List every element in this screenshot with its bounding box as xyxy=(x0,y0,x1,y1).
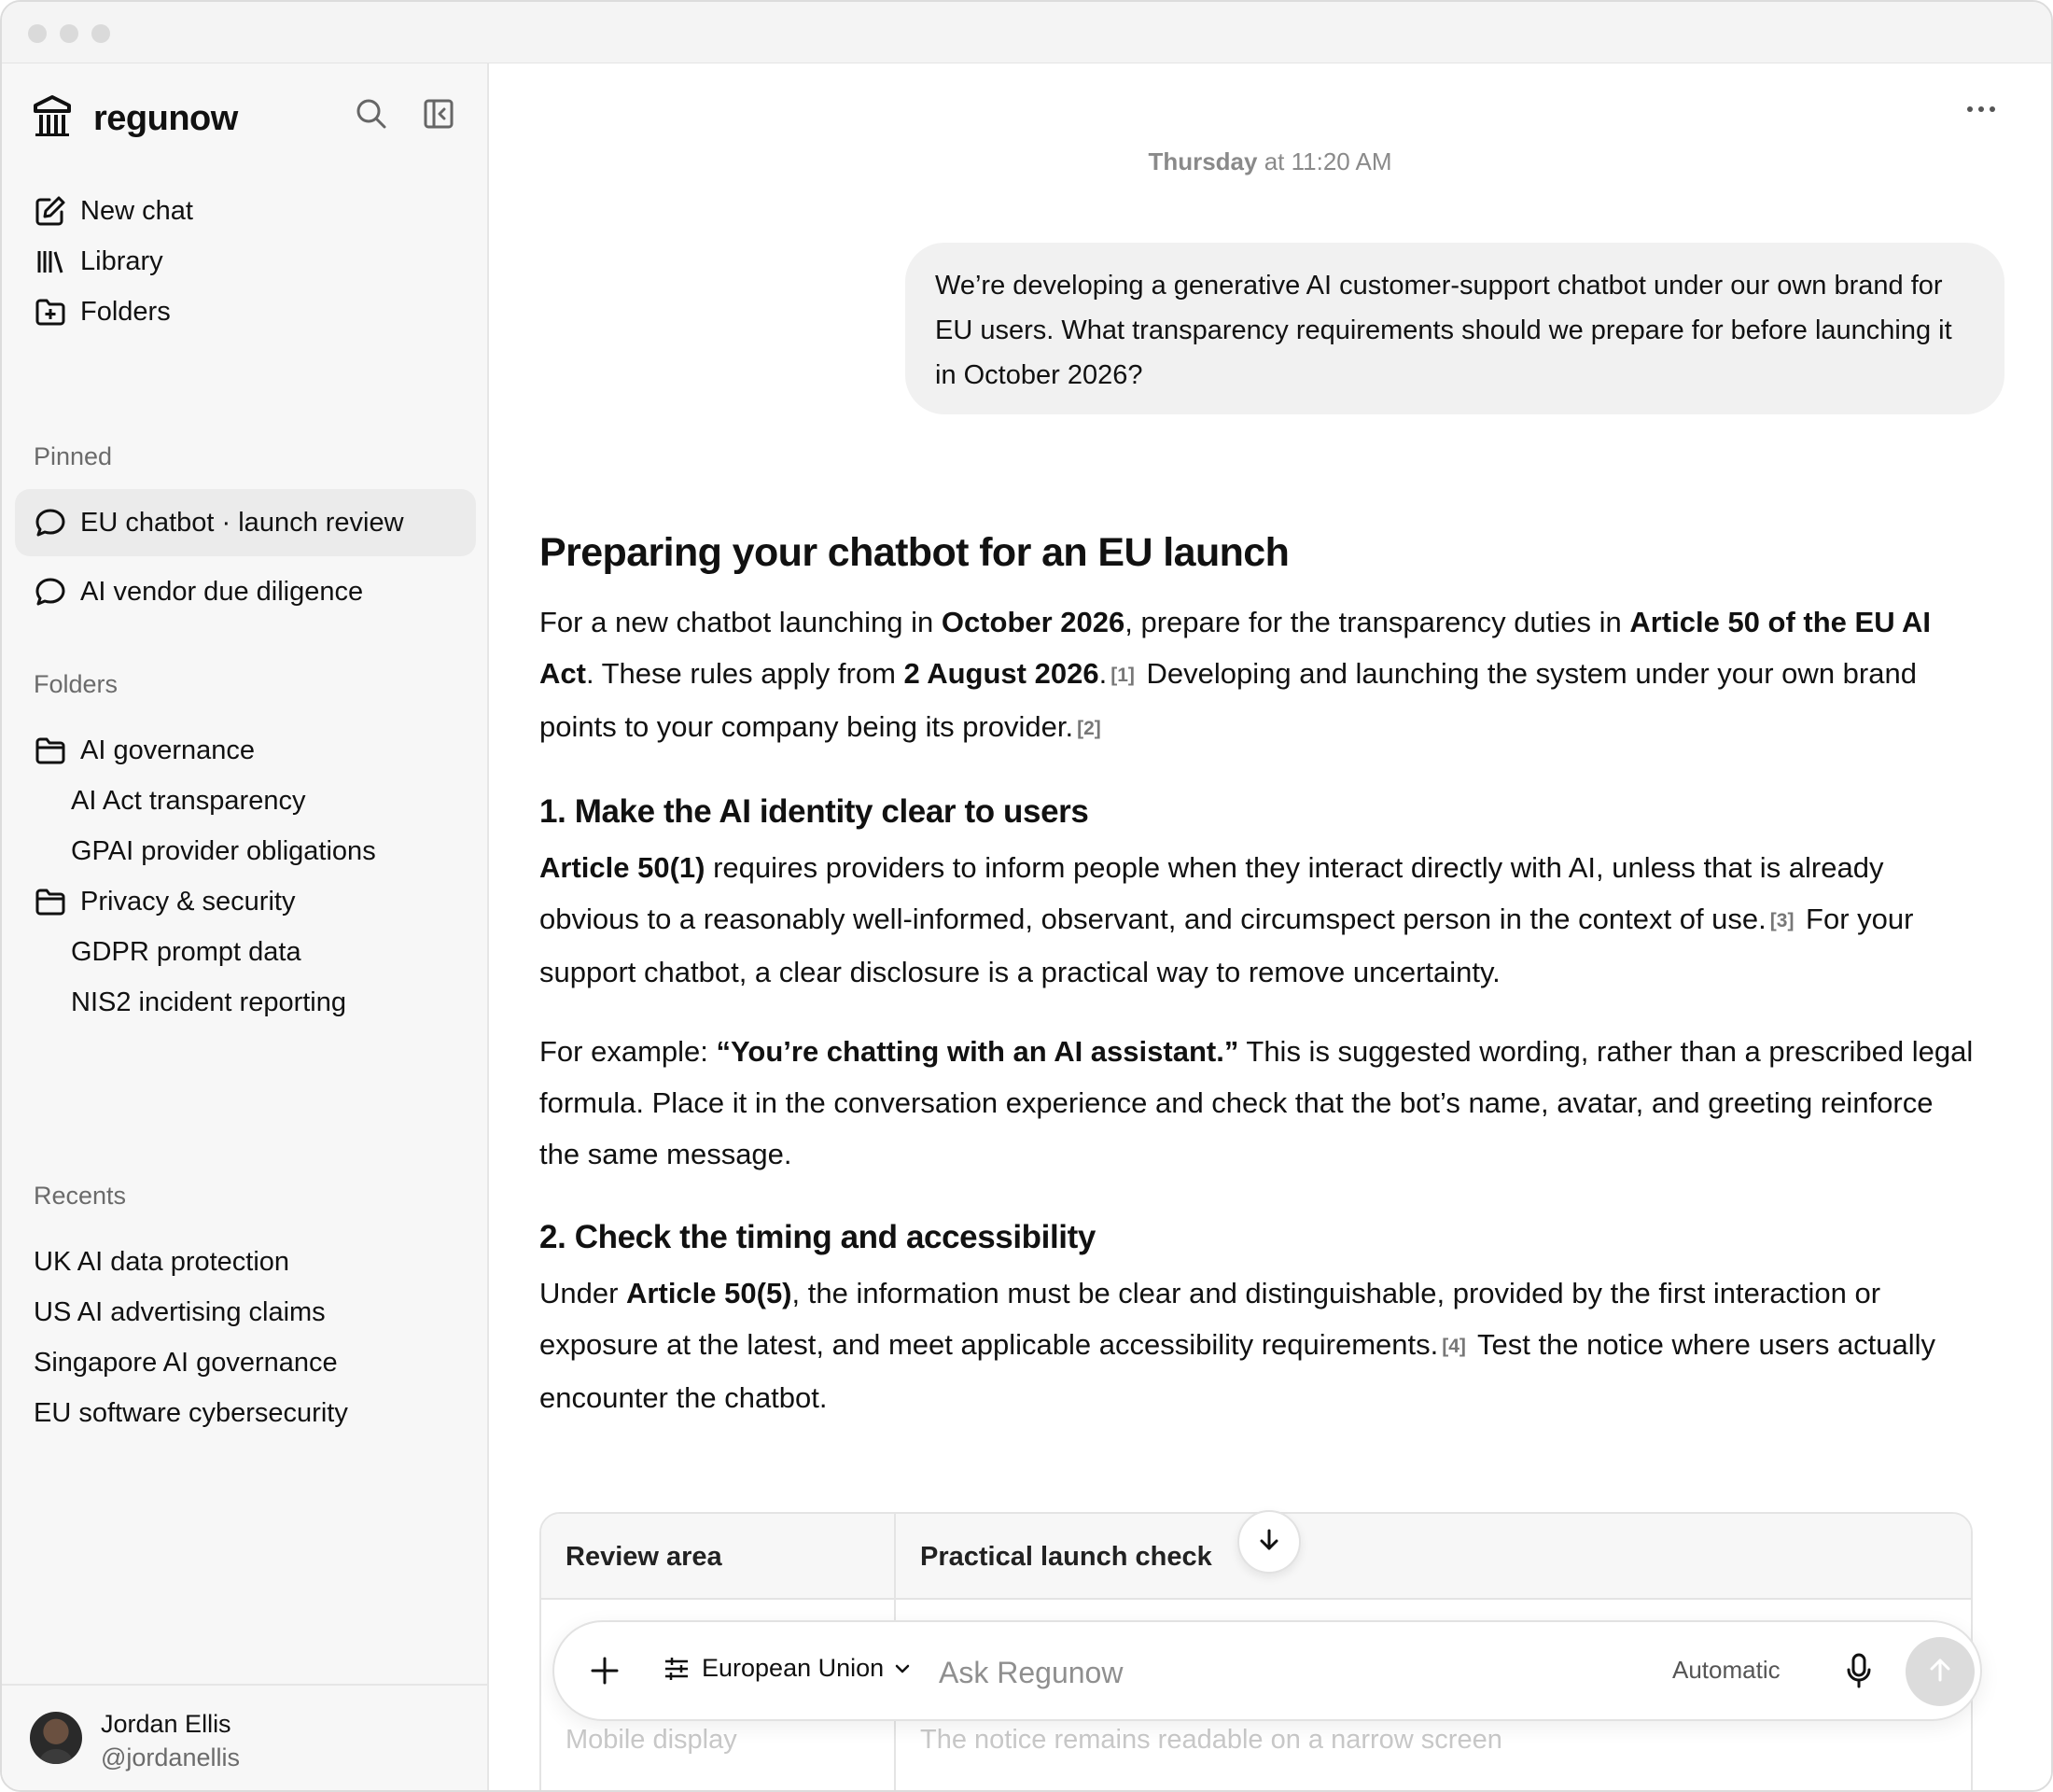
chevron-down-icon xyxy=(893,1662,912,1675)
table-header-cell: Practical launch check xyxy=(920,1542,1212,1572)
search-icon xyxy=(356,98,387,134)
brand[interactable] xyxy=(32,86,238,151)
plus-icon xyxy=(590,1656,620,1690)
answer-title: Preparing your chatbot for an EU launch xyxy=(539,530,1290,575)
nav-label: Library xyxy=(80,245,163,276)
model-mode-selector[interactable]: Automatic xyxy=(1672,1656,1781,1684)
table-header-cell: Review area xyxy=(566,1542,722,1572)
section-paragraph: Article 50(1) requires providers to inform people when they interact directly with AI, unless that is already obvious to a reasonably well-informed, observant, and circumspect person in the context of use. [3] For your support chatbot, a clear disclosure is a practical way to remove uncertainty. xyxy=(539,851,1914,988)
section-paragraph: Under Article 50(5), the information must be clear and distinguishable, provided by the first interaction or exposure at the latest, and meet applicable accessibility requirements. [4] Test the notice where users actually encounter the chatbot. xyxy=(539,1277,1936,1414)
section-heading: 1. Make the AI identity clear to users xyxy=(539,793,1089,830)
jurisdiction-selector[interactable] xyxy=(663,1654,912,1683)
arrow-up-icon xyxy=(1926,1656,1954,1688)
voice-input-button[interactable] xyxy=(1837,1648,1881,1697)
recent-item[interactable] xyxy=(15,1379,476,1447)
pinned-item[interactable] xyxy=(15,489,476,556)
nav-label: New chat xyxy=(80,195,193,226)
section-heading: 2. Check the timing and accessibility xyxy=(539,1219,1096,1255)
folder-child-label: AI Act transparency xyxy=(71,785,306,816)
citation-link[interactable]: [3] xyxy=(1769,910,1795,931)
message-composer xyxy=(552,1620,1982,1721)
recent-label: US AI advertising claims xyxy=(34,1296,326,1327)
folder-child-label: NIS2 incident reporting xyxy=(71,987,346,1017)
citation-link[interactable]: [1] xyxy=(1110,665,1135,686)
pinned-item[interactable] xyxy=(15,558,476,625)
user-handle: @jordanellis xyxy=(101,1743,240,1771)
pinned-item-label: EU chatbot · launch review xyxy=(80,507,404,538)
assistant-answer xyxy=(539,530,1976,1423)
chat-bubble-icon xyxy=(34,575,67,609)
table-cell: Mobile display xyxy=(566,1725,737,1755)
timestamp-day: Thursday xyxy=(1148,147,1258,175)
citation-link[interactable]: [2] xyxy=(1077,718,1101,739)
more-options-button[interactable] xyxy=(1958,91,2004,129)
timestamp-time: at 11:20 AM xyxy=(1257,147,1392,175)
pinned-heading: Pinned xyxy=(34,442,113,470)
sliders-icon xyxy=(663,1655,691,1683)
brand-name: regunow xyxy=(93,98,238,138)
message-timestamp xyxy=(489,147,2051,176)
recent-label: EU software cybersecurity xyxy=(34,1397,348,1428)
citation-link[interactable]: [4] xyxy=(1442,1336,1466,1357)
section-paragraph: For example: “You’re chatting with an AI assistant.” This is suggested wording, rather than a prescribed legal formula. Place it in the conversation experience and check that the bot’s name, avatar, and greeting reinforce the same message. xyxy=(539,1035,1974,1170)
recent-label: Singapore AI governance xyxy=(34,1347,338,1378)
folder-icon xyxy=(34,734,67,767)
sidebar xyxy=(2,63,489,1790)
folder-child-item[interactable] xyxy=(15,969,476,1036)
search-button[interactable] xyxy=(351,95,392,136)
user-profile[interactable] xyxy=(2,1684,487,1790)
chat-bubble-icon xyxy=(34,506,67,539)
jurisdiction-label: European Union xyxy=(702,1654,885,1682)
collapse-sidebar-button[interactable] xyxy=(418,95,459,136)
ellipsis-icon xyxy=(1965,102,1997,119)
sidebar-collapse-icon xyxy=(423,98,454,134)
arrow-down-icon xyxy=(1256,1527,1282,1558)
folder-label: AI governance xyxy=(80,735,256,765)
microphone-icon xyxy=(1845,1652,1873,1694)
title-bar xyxy=(2,2,2051,63)
edit-icon xyxy=(34,194,67,228)
folders-heading: Folders xyxy=(34,670,119,698)
minimize-window-button[interactable] xyxy=(60,24,78,43)
folder-child-label: GPAI provider obligations xyxy=(71,835,376,866)
close-window-button[interactable] xyxy=(28,24,47,43)
folder-label: Privacy & security xyxy=(80,886,296,917)
user-message: We’re developing a generative AI customer-support chatbot under our own brand for EU users. What transparency requirements should we prepare for before launching it in October 2026? xyxy=(905,243,2004,414)
nav-folders[interactable] xyxy=(15,278,476,345)
chat-panel xyxy=(489,63,2051,1790)
pinned-item-label: AI vendor due diligence xyxy=(80,576,364,607)
folder-icon xyxy=(34,885,67,918)
folder-plus-icon xyxy=(34,295,67,329)
logo-icon xyxy=(32,94,73,144)
avatar xyxy=(30,1712,82,1764)
folder-child-label: GDPR prompt data xyxy=(71,936,301,967)
answer-intro: For a new chatbot launching in October 2026, prepare for the transparency duties in Article 50 of the EU AI Act. These rules apply from 2 August 2026. [1] Developing and launching the system under your own brand points to your company being its provider. [2] xyxy=(539,606,1932,743)
attach-button[interactable] xyxy=(582,1650,627,1695)
recent-label: UK AI data protection xyxy=(34,1246,290,1277)
ask-input[interactable] xyxy=(939,1648,1499,1697)
nav-label: Folders xyxy=(80,296,171,327)
user-name: Jordan Ellis xyxy=(101,1710,231,1738)
send-button[interactable] xyxy=(1906,1637,1975,1706)
zoom-window-button[interactable] xyxy=(91,24,110,43)
library-icon xyxy=(34,245,67,278)
recents-heading: Recents xyxy=(34,1182,127,1210)
scroll-to-bottom-button[interactable] xyxy=(1237,1510,1301,1574)
table-cell: The notice remains readable on a narrow screen xyxy=(920,1725,1502,1755)
